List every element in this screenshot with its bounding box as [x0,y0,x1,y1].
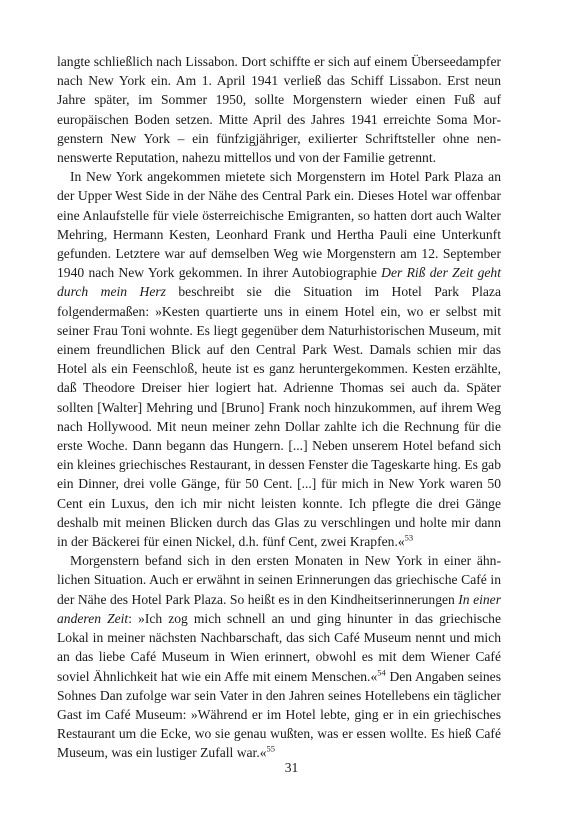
paragraph-2-quote: beschreibt sie die Situation im Hotel Park Plaza folgendermaßen: »Kesten quartierte uns in einem Hotel ein, wo er selbst mit seiner Frau Toni wohnte. Es liegt gegenüber dem Naturhistorischen Museum, mit einem freundlichen Blick auf den Central Park West. Damals schien mir das Hotel als ein Feenschloß, heute ist es ganz heruntergekommen. Kesten erzählte, daß Theodore Dreiser hier logiert hat. Adrienne Thomas sei auch da. Später sollten [Walter] Mehring und [Bruno] Frank noch hinzukommen, auf ihrem Weg nach Hollywood. Mit neun meiner zehn Dollar zahlte ich die Rechnung für die erste Woche. Dann begann das Hungern. [...] Neben unserem Hotel befand sich ein kleines griechisches Restaurant, in dessen Fenster die Tageskarte hing. Es gab ein Dinner, drei volle Gänge, für 50 Cent. [...] für mich in New York waren 50 Cent ein Luxus, den ich mir nicht leisten konnte. Ich pflegte die drei Gänge deshalb mit meinen Blicken durch das Glas zu verschlingen und holte mir dann in der Bäckerei für einen Nickel, d.h. fünf Cent, zwei Krapfen.« [57,284,501,550]
paragraph-3-continuation: Den Angaben seines Sohnes Dan zufolge war sein Vater in den Jahren seines Hotellebens ein täglicher Gast im Café Museum: »Während er im Hotel lebte, ging er in ein griechisches Restaurant um die Ecke, wo sie genau wußten, was er essen wollte. Es hieß Café Museum, was ein lustiger Zufall war.« [57,668,501,761]
paragraph-3-text: Morgenstern befand sich in den ersten Monaten in New York in einer ähnlichen Situation. Auch er erwähnt in seinen Erinnerungen das griechische Café in der Nähe des Hotel Park Plaza. So heißt es in den Kindheitserinnerungen [57,553,501,607]
footnote-ref-53[interactable]: 53 [404,532,414,543]
book-title-childhood-memoir: In einer anderen Zeit [57,591,501,626]
paragraph-2-text: In New York angekommen mietete sich Morgenstern im Hotel Park Plaza an der Upper West Side in der Nähe des Central Park ein. Dieses Hotel war offenbar eine Anlaufstelle für viele österreichische Emigranten, so hatten dort auch Walter Mehring, Hermann Kesten, Leonhard Frank und Hertha Pauli eine Unterkunft gefunden. Letztere war auf demselben Weg wie Morgenstern am 12. September 1940 nach New York gekommen. In ihrer Autobiographie [57,169,501,281]
paragraph-3-quote: : »Ich zog mich schnell an und ging hinunter in das griechische Lokal in meiner nächsten Nachbarschaft, das sich Café Museum nennt und mich an das liebe Café Museum in Wien erinnert, obwohl es mit dem Wiener Café soviel Ähnlichkeit hat wie ein Affe mit einem Menschen.« [57,610,501,684]
footnote-ref-54[interactable]: 54 [377,666,386,677]
paragraph-3 [57,551,501,762]
page-number: 31 [284,760,299,775]
footnote-ref-55[interactable]: 55 [266,743,276,754]
paragraph-1 [57,52,501,167]
page-body [57,52,501,763]
paragraph-2 [57,167,501,551]
book-title-autobiography: Der Riß der Zeit geht durch mein Herz [57,265,501,300]
paragraph-1-text: langte schließlich nach Lissabon. Dort schiffte er sich auf einem Überseedampfer nach New York ein. Am 1. April 1941 verließ das Schiff Lissabon. Erst neun Jahre später, im Sommer 1950, sollte Morgenstern wieder einen Fuß auf europäischen Boden setzen. Mitte April des Jahres 1941 erreichte Soma Morgenstern New York – ein fünfzigjähriger, exilierter Schriftsteller ohne nennenswerte Reputation, nahezu mittellos und von der Familie getrennt. [57,54,501,166]
